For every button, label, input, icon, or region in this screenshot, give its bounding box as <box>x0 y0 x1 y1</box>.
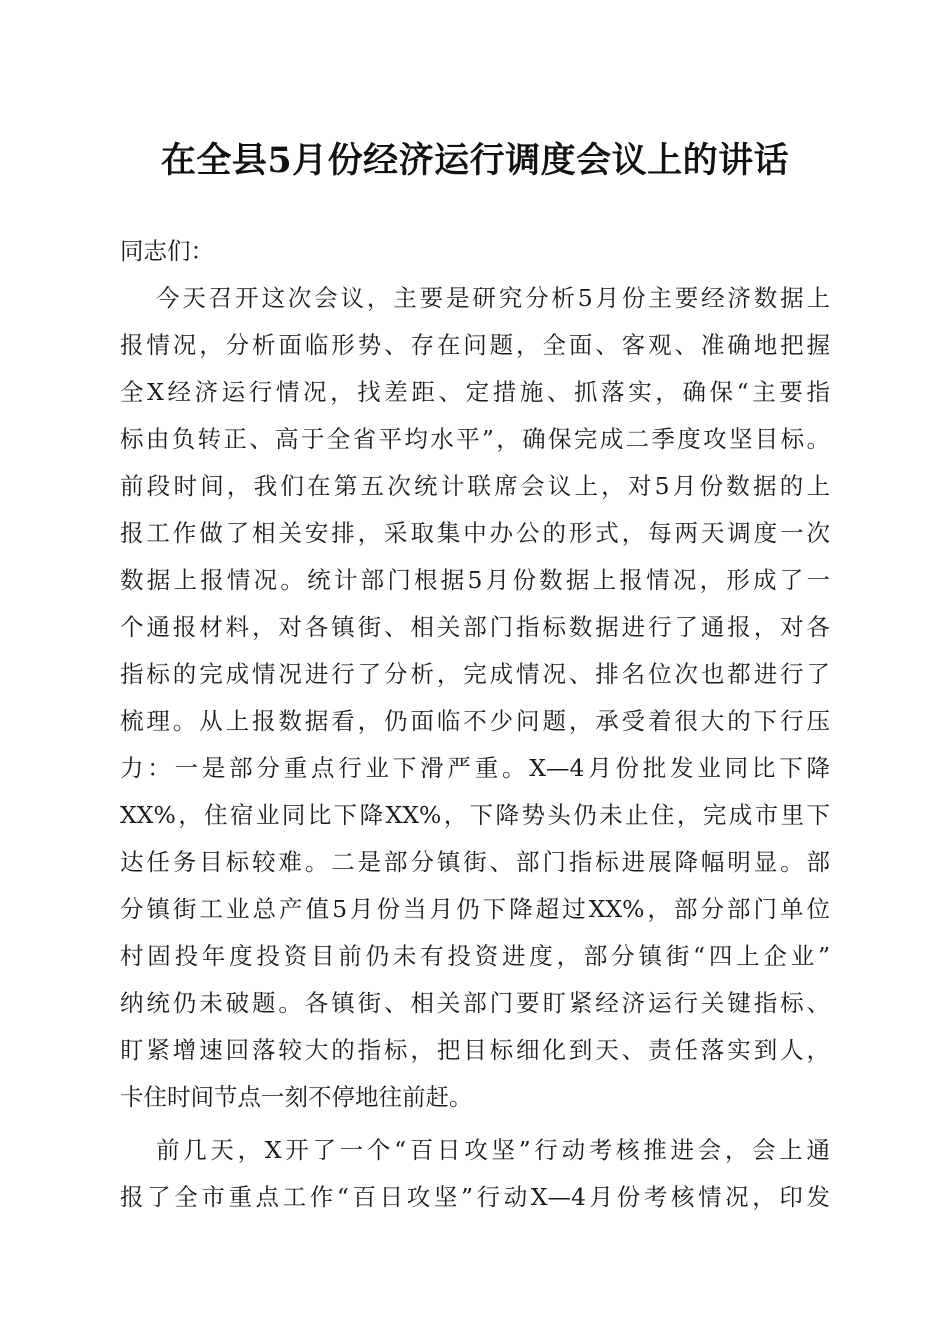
paragraph-line: 纳统仍未破题。各镇街、相关部门要盯紧经济运行关键指标、 <box>120 989 830 1017</box>
paragraph-line: 前几天，X开了一个“百日攻坚”行动考核推进会，会上通 <box>156 1136 830 1164</box>
document-body <box>120 228 830 1221</box>
paragraph-line: 报工作做了相关安排，采取集中办公的形式，每两天调度一次 <box>120 519 830 547</box>
paragraph-line: 盯紧增速回落较大的指标，把目标细化到天、责任落实到人， <box>120 1036 830 1064</box>
paragraph-line: 今天召开这次会议，主要是研究分析5月份主要经济数据上 <box>156 284 830 312</box>
paragraph-1 <box>120 275 830 1121</box>
salutation: 同志们： <box>120 237 214 265</box>
paragraph-line: 前段时间，我们在第五次统计联席会议上，对5月份数据的上 <box>120 472 830 500</box>
paragraph-2 <box>120 1127 830 1221</box>
paragraph-line: 力：一是部分重点行业下滑严重。X—4月份批发业同比下降 <box>120 754 830 782</box>
paragraph-line: 达任务目标较难。二是部分镇街、部门指标进展降幅明显。部 <box>120 848 830 876</box>
paragraph-line: 梳理。从上报数据看，仍面临不少问题，承受着很大的下行压 <box>120 707 830 735</box>
paragraph-line: 报了全市重点工作“百日攻坚”行动X—4月份考核情况，印发 <box>120 1183 830 1211</box>
paragraph-line: 分镇街工业总产值5月份当月仍下降超过XX%，部分部门单位 <box>120 895 830 923</box>
paragraph-line: 标由负转正、高于全省平均水平”，确保完成二季度攻坚目标。 <box>120 425 830 453</box>
paragraph-line: 村固投年度投资目前仍未有投资进度，部分镇街“四上企业” <box>120 942 830 970</box>
paragraph-line: 卡住时间节点一刻不停地往前赶。 <box>120 1083 473 1111</box>
paragraph-line: 数据上报情况。统计部门根据5月份数据上报情况，形成了一 <box>120 566 830 594</box>
paragraph-line: XX%，住宿业同比下降XX%，下降势头仍未止住，完成市里下 <box>120 801 830 829</box>
document-title: 在全县5月份经济运行调度会议上的讲话 <box>160 140 790 181</box>
paragraph-line: 全X经济运行情况，找差距、定措施、抓落实，确保“主要指 <box>120 378 830 406</box>
paragraph-line: 个通报材料，对各镇街、相关部门指标数据进行了通报，对各 <box>120 613 830 641</box>
paragraph-line: 报情况，分析面临形势、存在问题，全面、客观、准确地把握 <box>120 331 830 359</box>
paragraph-line: 指标的完成情况进行了分析，完成情况、排名位次也都进行了 <box>120 660 830 688</box>
